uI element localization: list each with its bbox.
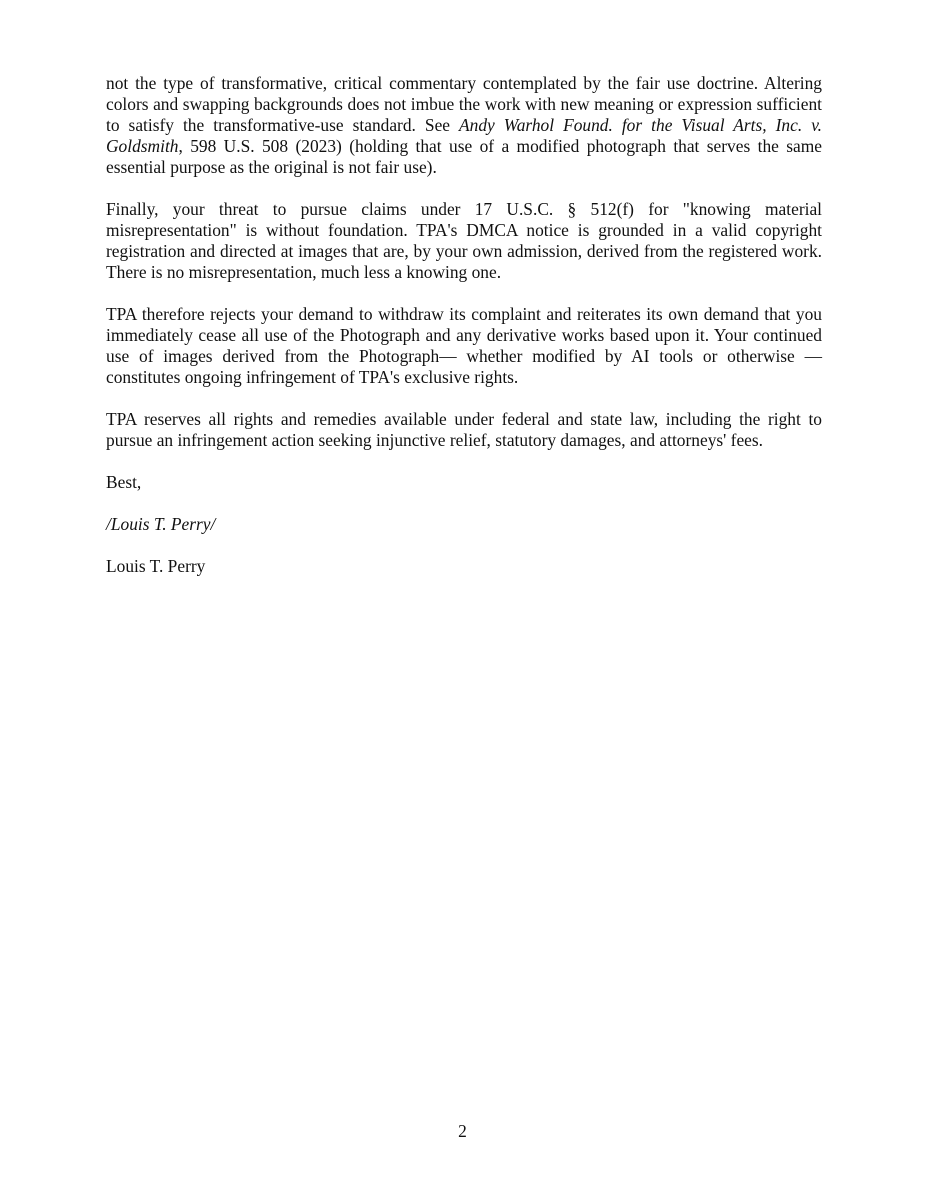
closing: Best, <box>106 472 142 492</box>
paragraph-512f: Finally, your threat to pursue claims under 17 U.S.C. § 512(f) for "knowing material misrepresentation" is without foundation. TPA's DMCA notice is grounded in a valid copyright registration and directed at images that are, by your own admission, derived from the registered work. There is no misrepresentation, much less a knowing one. <box>106 199 822 282</box>
paragraph-fair-use-lead: not the type of transformative, critical commentary contemplated by the fair use doctrine. Altering colors and swapping backgrounds does not imbue the work with new meaning or expression sufficient to satisfy the transformative-use standard. See <box>106 73 822 135</box>
paragraph-fair-use <box>106 73 822 178</box>
letter-body <box>106 73 822 598</box>
signer-name: Louis T. Perry <box>106 556 206 576</box>
paragraph-reservation: TPA reserves all rights and remedies available under federal and state law, including the right to pursue an infringement action seeking injunctive relief, statutory damages, and attorneys' fees. <box>106 409 822 450</box>
paragraph-rejection: TPA therefore rejects your demand to withdraw its complaint and reiterates its own demand that you immediately cease all use of the Photograph and any derivative works based upon it. Your continued use of images derived from the Photograph— whether modified by AI tools or otherwise — constitutes ongoing infringement of TPA's exclusive rights. <box>106 304 822 387</box>
paragraph-fair-use-tail: , 598 U.S. 508 (2023) (holding that use of a modified photograph that serves the same essential purpose as the original is not fair use). <box>106 136 822 177</box>
page-number: 2 <box>458 1121 467 1141</box>
case-citation: Andy Warhol Found. for the Visual Arts, Inc. v. Goldsmith <box>106 115 822 156</box>
signature: /Louis T. Perry/ <box>106 514 216 534</box>
